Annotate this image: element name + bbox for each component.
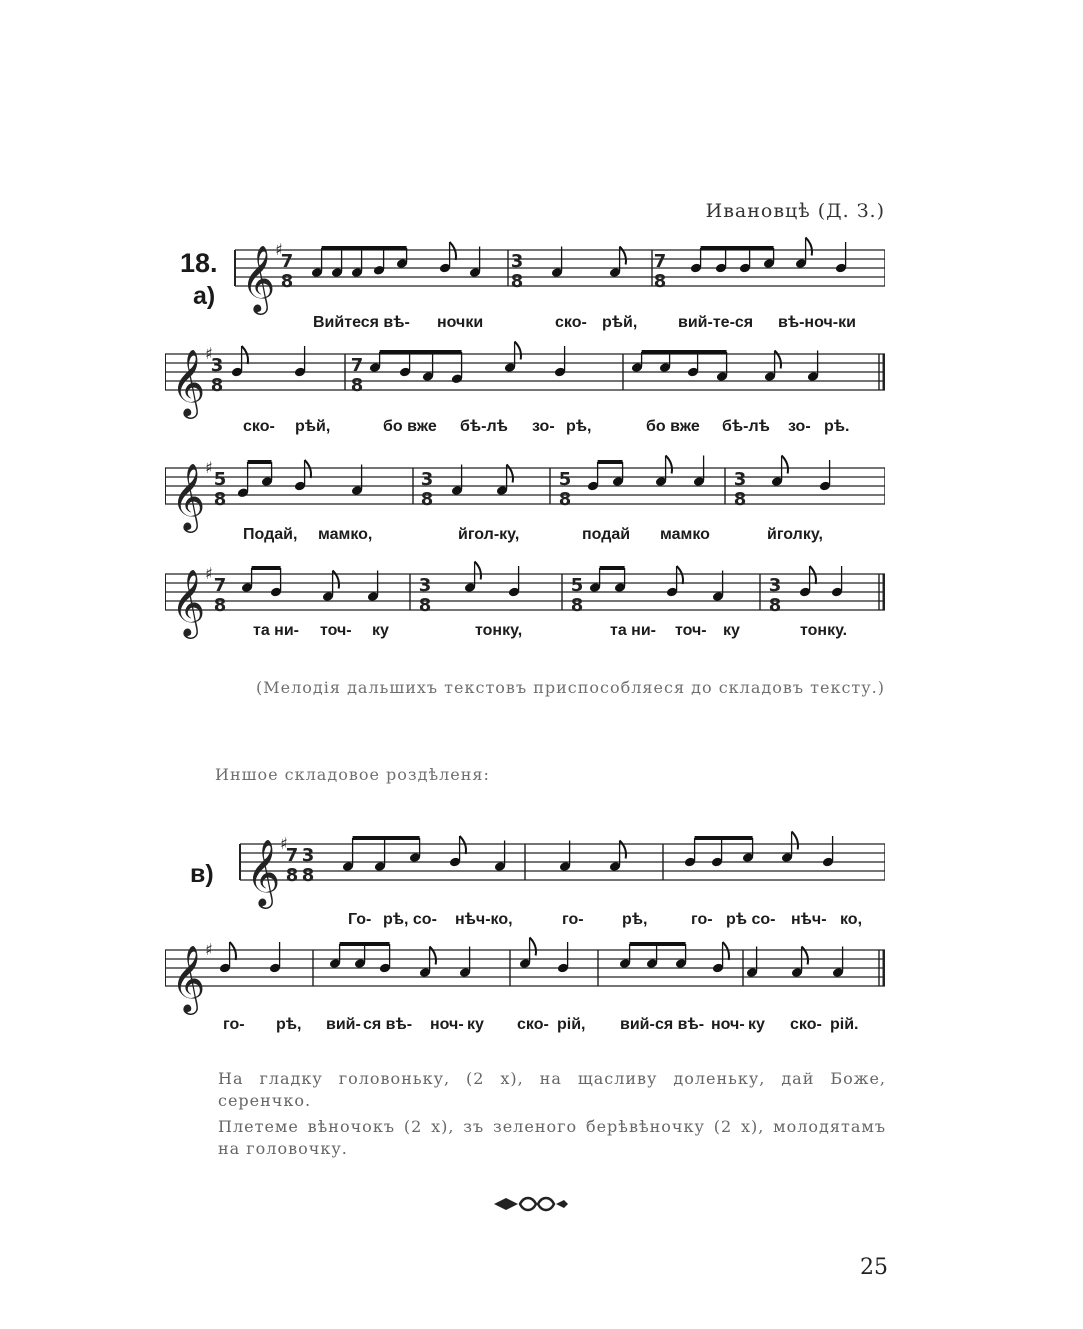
time-signature: 3 <box>420 469 434 490</box>
lyric-syllable: Подай, <box>243 526 298 543</box>
note-flag <box>775 351 781 369</box>
lyric-syllable: го- <box>691 911 713 928</box>
lyric-syllable: ко, <box>840 911 863 928</box>
note-flag <box>305 460 311 478</box>
verse-paragraph-1: На гладку головоньку, (2 х), на щасливу доленьку, дай Боже, серенчко. <box>218 1069 886 1110</box>
lyric-syllable: рѣ, <box>276 1016 302 1033</box>
time-signature: 8 <box>285 865 299 886</box>
lyric-syllable: вий-те-ся <box>678 314 754 331</box>
lyric-syllable: рѣ, <box>566 418 592 435</box>
time-signature: 8 <box>210 375 224 396</box>
lyric-syllable: тонку, <box>475 622 523 639</box>
lyric-syllable: бѣ-лѣ <box>722 418 770 435</box>
verse-paragraph-2: Плетеме вѣночокъ (2 х), зъ зеленого берѣвѣночку (2 х), молодятамъ на головочку. <box>218 1117 886 1158</box>
note-flag <box>230 942 236 960</box>
lyric-syllable: зо- <box>788 418 811 435</box>
time-signature: 8 <box>420 489 434 510</box>
lyric-syllable: бѣ-лѣ <box>460 418 508 435</box>
treble-clef-icon: 𝄞 <box>171 462 206 530</box>
song-number: 18. <box>180 248 218 278</box>
time-signature: 5 <box>213 469 227 490</box>
note-flag <box>620 841 626 859</box>
time-signature: 8 <box>418 595 432 616</box>
time-signature: 8 <box>733 489 747 510</box>
lyric-syllable: рѣ, со- <box>383 911 437 928</box>
lyric-syllable: точ- <box>675 622 707 639</box>
note-flag <box>507 465 513 483</box>
lyric-syllable: рій. <box>830 1016 859 1033</box>
lyric-syllable: та ни- <box>610 622 657 639</box>
note-flag <box>802 947 808 965</box>
lyric-syllable: подай <box>582 526 631 543</box>
time-signature: 7 <box>285 845 299 866</box>
lyric-syllable: та ни- <box>253 622 300 639</box>
source-attribution: Ивановцѣ (Д. З.) <box>705 200 885 222</box>
note-flag <box>620 247 626 265</box>
treble-clef-icon: 𝄞 <box>171 348 206 416</box>
lyric-syllable: ся вѣ- <box>363 1016 413 1033</box>
note-flag <box>460 836 466 854</box>
lyric-syllable: бо вже <box>646 418 700 435</box>
lyric-syllable: ско- <box>790 1016 822 1033</box>
lyric-syllable: рѣй, <box>602 314 638 331</box>
time-signature: 3 <box>733 469 747 490</box>
note-flag <box>450 242 456 260</box>
lyric-syllable: го- <box>223 1016 245 1033</box>
note-flag <box>666 456 672 474</box>
sharp-icon: ♯ <box>280 834 288 853</box>
time-signature: 8 <box>280 271 294 292</box>
lyric-syllable: рѣй, <box>295 418 331 435</box>
melody-note: (Мелодія дальшихъ текстовъ приспособляеся до складовъ тексту.) <box>256 678 885 697</box>
time-signature: 3 <box>768 575 782 596</box>
staff-a2 <box>165 332 885 432</box>
time-signature: 8 <box>768 595 782 616</box>
time-signature: 3 <box>418 575 432 596</box>
lyric-syllable: вий- <box>620 1016 655 1033</box>
lyric-syllable: рѣ. <box>824 418 850 435</box>
lyric-syllable: вѣ-ноч-ки <box>778 314 856 331</box>
variant-label-b: в) <box>190 860 214 888</box>
note-flag <box>677 566 683 584</box>
ornament-icon <box>490 1192 570 1216</box>
time-signature: 8 <box>213 489 227 510</box>
sharp-icon: ♯ <box>275 240 283 259</box>
time-signature: 8 <box>510 271 524 292</box>
lyric-syllable: ку <box>372 622 389 639</box>
other-division-heading: Иншое складовое роздѣленя: <box>215 765 490 784</box>
note-flag <box>475 562 481 580</box>
time-signature: 8 <box>558 489 572 510</box>
page-number: 25 <box>860 1255 888 1280</box>
lyric-syllable: ку <box>748 1016 765 1033</box>
lyric-syllable: зо- <box>532 418 555 435</box>
sharp-icon: ♯ <box>205 344 213 363</box>
time-signature: 5 <box>570 575 584 596</box>
note-flag <box>430 947 436 965</box>
lyric-syllable: ско- <box>555 314 587 331</box>
lyric-syllable: мамко, <box>318 526 373 543</box>
lyric-syllable: рій, <box>557 1016 586 1033</box>
lyric-syllable: Вийтеся вѣ- <box>313 314 410 331</box>
note-flag <box>515 342 521 360</box>
note-flag <box>333 571 339 589</box>
time-signature: 3 <box>301 845 315 866</box>
treble-clef-icon: 𝄞 <box>171 944 206 1012</box>
time-signature: 5 <box>558 469 572 490</box>
treble-clef-icon: 𝄞 <box>241 244 276 312</box>
treble-clef-icon: 𝄞 <box>171 568 206 636</box>
lyric-syllable: ку <box>467 1016 484 1033</box>
note-flag <box>530 938 536 956</box>
lyric-syllable: ночки <box>437 314 484 331</box>
lyric-syllable: нѣч- <box>791 911 827 928</box>
lyric-syllable: ноч- <box>711 1016 745 1033</box>
note-flag <box>242 346 248 364</box>
lyric-syllable: ско- <box>243 418 275 435</box>
lyric-syllable: ноч- <box>430 1016 464 1033</box>
lyric-syllable: ся вѣ- <box>655 1016 705 1033</box>
lyric-syllable: рѣ со- <box>726 911 776 928</box>
lyric-syllable: точ- <box>320 622 352 639</box>
lyric-syllable: бо вже <box>383 418 437 435</box>
sharp-icon: ♯ <box>205 940 213 959</box>
time-signature: 8 <box>301 865 315 886</box>
time-signature: 8 <box>570 595 584 616</box>
time-signature: 3 <box>510 251 524 272</box>
variant-label-a: а) <box>193 282 216 310</box>
note-flag <box>782 456 788 474</box>
note-flag <box>806 238 812 256</box>
time-signature: 8 <box>350 375 364 396</box>
time-signature: 7 <box>280 251 294 272</box>
lyric-syllable: рѣ, <box>622 911 648 928</box>
time-signature: 8 <box>653 271 667 292</box>
sharp-icon: ♯ <box>205 458 213 477</box>
note-flag <box>723 942 729 960</box>
lyric-syllable: го- <box>562 911 584 928</box>
time-signature: 7 <box>653 251 667 272</box>
lyric-syllable: мамко <box>660 526 710 543</box>
time-signature: 7 <box>213 575 227 596</box>
lyric-syllable: нѣч-ко, <box>455 911 513 928</box>
note-flag <box>792 832 798 850</box>
time-signature: 3 <box>210 355 224 376</box>
staff-b1 <box>165 822 885 922</box>
lyric-syllable: йгол-ку, <box>458 526 520 543</box>
time-signature: 7 <box>350 355 364 376</box>
lyric-syllable: ско- <box>517 1016 549 1033</box>
lyric-syllable: йголку, <box>767 526 823 543</box>
staff-a1 <box>165 228 885 328</box>
lyric-syllable: Го- <box>348 911 372 928</box>
treble-clef-icon: 𝄞 <box>246 838 281 906</box>
sharp-icon: ♯ <box>205 564 213 583</box>
lyric-syllable: ку <box>723 622 740 639</box>
time-signature: 8 <box>213 595 227 616</box>
lyric-syllable: тонку. <box>800 622 848 639</box>
lyric-syllable: вий- <box>326 1016 361 1033</box>
note-flag <box>810 566 816 584</box>
staff-b2 <box>165 928 885 1028</box>
